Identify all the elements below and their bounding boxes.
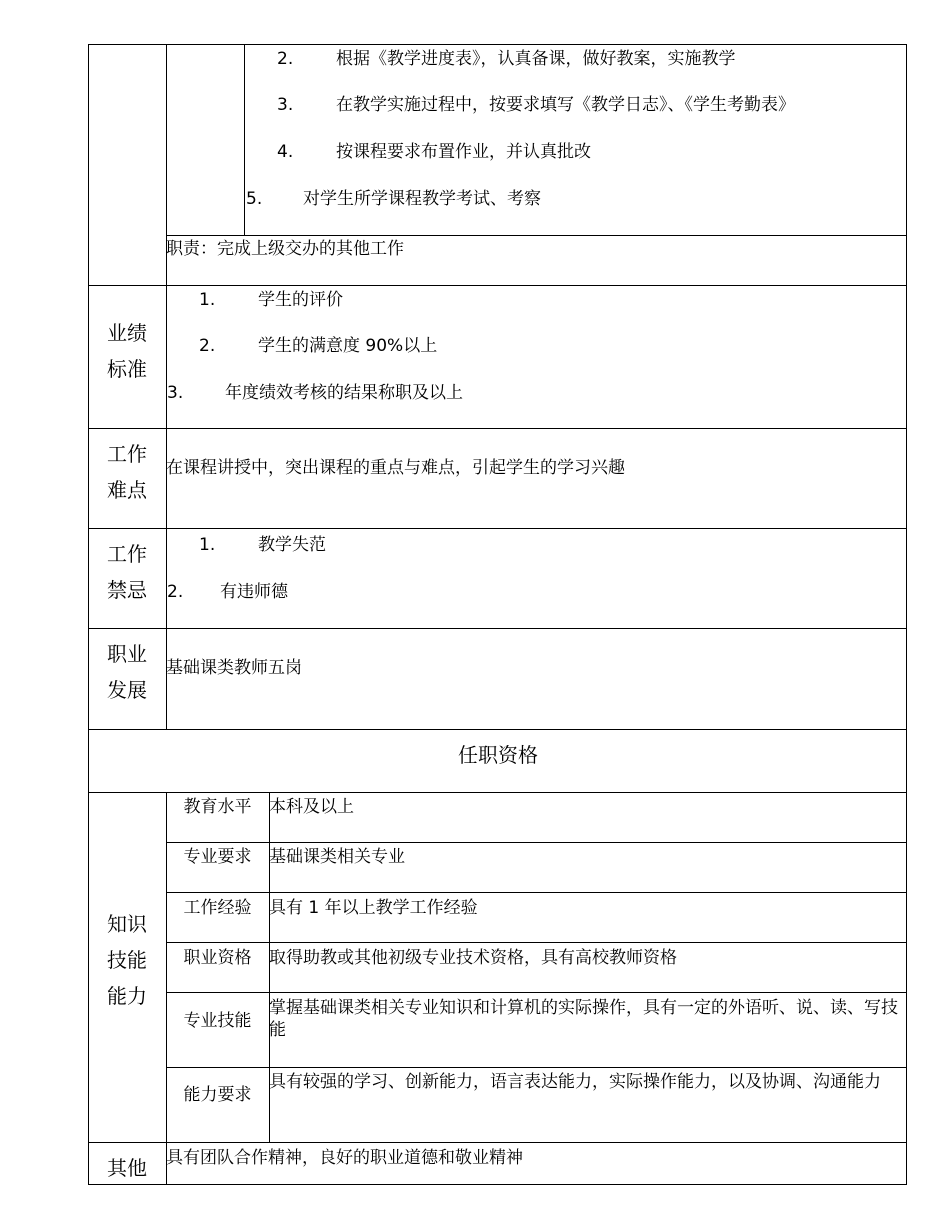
duties-inner-divider — [244, 44, 245, 236]
career-label-line2: 发展 — [107, 678, 147, 702]
qual-row-value: 本科及以上 — [269, 797, 354, 817]
duties-row-divider — [166, 235, 907, 236]
other-text: 具有团队合作精神，良好的职业道德和敬业精神 — [166, 1148, 523, 1168]
table-border-top — [88, 44, 907, 45]
difficulty-text: 在课程讲授中，突出课程的重点与难点，引起学生的学习兴趣 — [166, 458, 625, 478]
row-divider — [88, 428, 907, 429]
row-divider — [88, 1142, 907, 1143]
performance-number: 2. — [199, 336, 216, 356]
duty-number: 3. — [277, 95, 294, 115]
difficulty-label-line2: 难点 — [107, 478, 147, 502]
career-text: 基础课类教师五岗 — [166, 658, 302, 678]
performance-label-line2: 标准 — [107, 357, 147, 381]
qualifications-title: 任职资格 — [458, 743, 538, 767]
row-divider — [88, 285, 907, 286]
qual-row-divider — [166, 942, 907, 943]
row-divider — [88, 792, 907, 793]
duty-other-text: 职责：完成上级交办的其他工作 — [166, 239, 404, 259]
table-border-right — [906, 44, 907, 1185]
duty-number: 5. — [246, 189, 263, 209]
performance-label — [89, 315, 165, 387]
qual-row-label: 专业技能 — [183, 1011, 252, 1031]
performance-text: 学生的满意度 90%以上 — [258, 336, 438, 356]
taboo-text: 有违师德 — [220, 582, 288, 602]
duty-text: 对学生所学课程教学考试、考察 — [303, 189, 541, 209]
taboo-number: 1. — [199, 535, 216, 555]
qual-row-divider — [166, 992, 907, 993]
taboo-label-line2: 禁忌 — [107, 578, 147, 602]
qualifications-group-line3: 能力 — [107, 984, 147, 1008]
performance-number: 1. — [199, 290, 216, 310]
qual-row-value: 取得助教或其他初级专业技术资格，具有高校教师资格 — [269, 948, 677, 968]
qual-row-label: 教育水平 — [183, 797, 252, 817]
row-divider — [88, 528, 907, 529]
qual-row-label: 工作经验 — [183, 898, 252, 918]
career-label — [89, 636, 165, 708]
qual-row-value: 具有较强的学习、创新能力，语言表达能力，实际操作能力，以及协调、沟通能力 — [269, 1072, 881, 1092]
taboo-label-line1: 工作 — [107, 542, 147, 566]
qual-row-divider — [166, 892, 907, 893]
qualifications-group-line1: 知识 — [107, 912, 147, 936]
qual-row-value: 基础课类相关专业 — [269, 847, 405, 867]
qual-row-value: 掌握基础课类相关专业知识和计算机的实际操作，具有一定的外语听、说、读、写技能 — [269, 998, 898, 1040]
other-label: 其他 — [107, 1156, 147, 1180]
duty-text: 按课程要求布置作业，并认真批改 — [336, 142, 591, 162]
duty-text: 在教学实施过程中，按要求填写《教学日志》、《学生考勤表》 — [336, 95, 795, 115]
qualifications-group-line2: 技能 — [107, 948, 147, 972]
qualifications-group-label — [89, 906, 165, 1014]
career-label-line1: 职业 — [107, 642, 147, 666]
row-divider — [88, 628, 907, 629]
taboo-text: 教学失范 — [258, 535, 326, 555]
qual-row-label: 职业资格 — [183, 948, 252, 968]
performance-text: 学生的评价 — [258, 290, 343, 310]
qual-row-value: 具有 1 年以上教学工作经验 — [269, 898, 478, 918]
duty-number: 2. — [277, 49, 294, 69]
qual-row-label: 专业要求 — [183, 847, 252, 867]
taboo-label — [89, 536, 165, 608]
qual-row-divider — [166, 842, 907, 843]
difficulty-label-line1: 工作 — [107, 442, 147, 466]
table-border-bottom — [88, 1184, 907, 1185]
qual-row-label: 能力要求 — [183, 1085, 252, 1105]
duty-number: 4. — [277, 142, 294, 162]
row-divider — [88, 729, 907, 730]
difficulty-label — [89, 436, 165, 508]
performance-label-line1: 业绩 — [107, 321, 147, 345]
qual-row-divider — [166, 1067, 907, 1068]
performance-number: 3. — [167, 383, 184, 403]
performance-text: 年度绩效考核的结果称职及以上 — [225, 383, 463, 403]
duty-text: 根据《教学进度表》，认真备课，做好教案，实施教学 — [336, 49, 736, 69]
taboo-number: 2. — [167, 582, 184, 602]
